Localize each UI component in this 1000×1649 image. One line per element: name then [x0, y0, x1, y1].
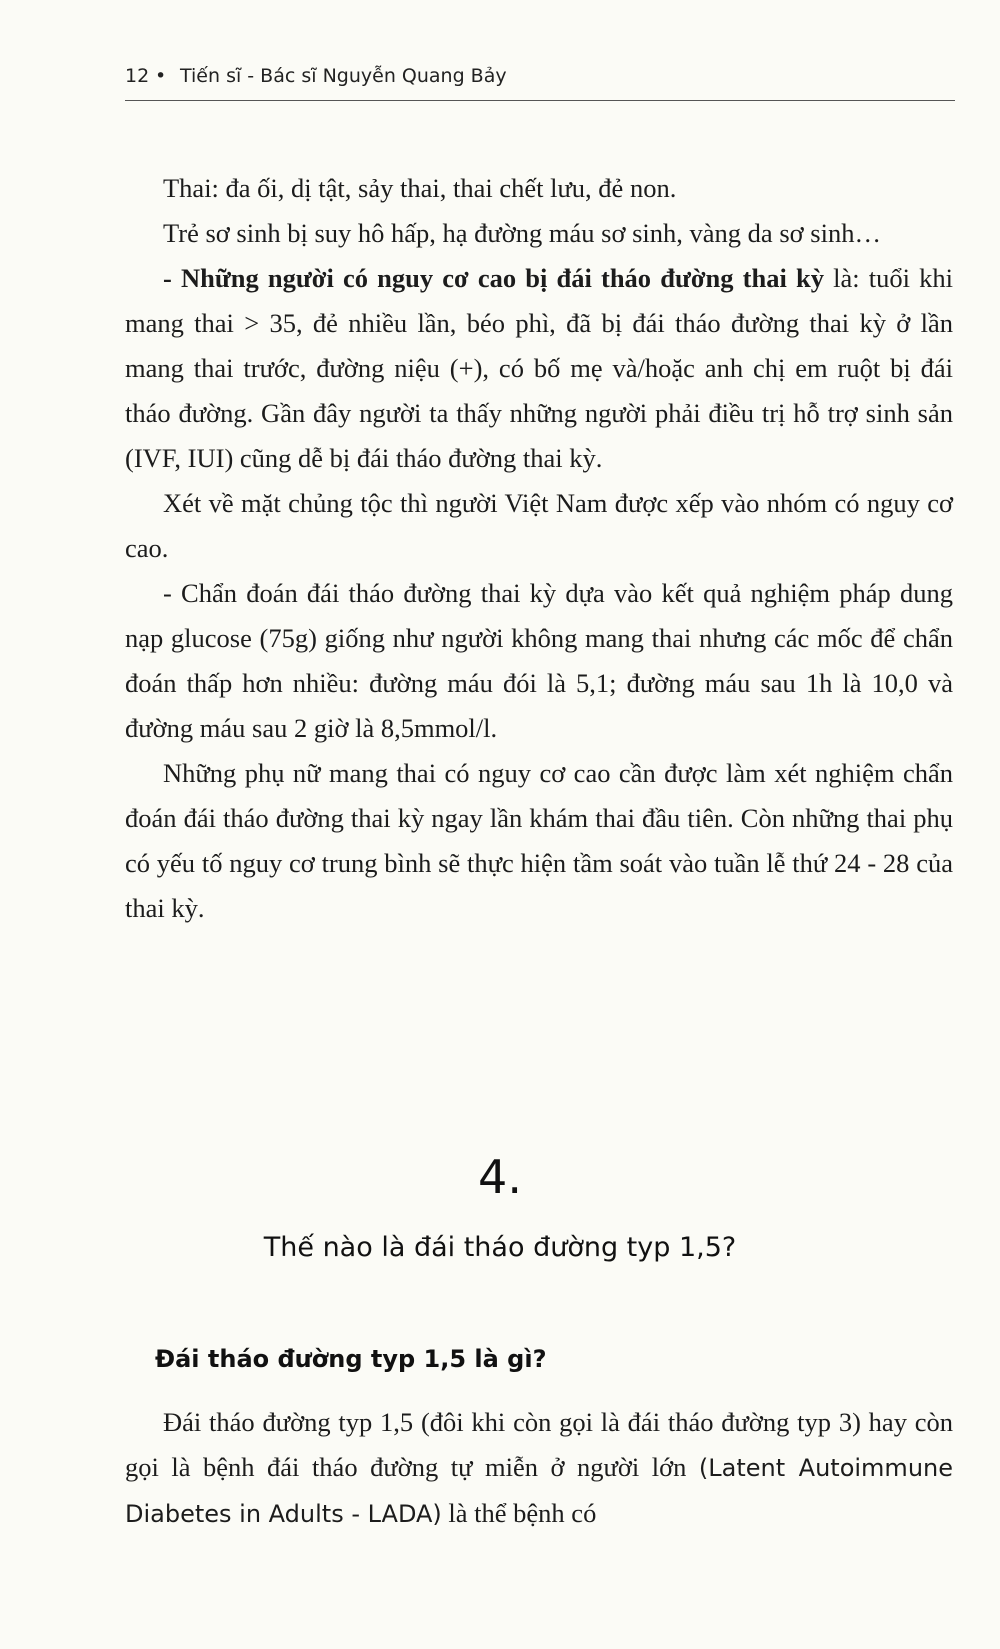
- body-text-block: [125, 166, 953, 931]
- risk-factors-lead: - Những người có nguy cơ cao bị đái tháo đường thai kỳ: [163, 263, 824, 293]
- lada-english-term: (Latent Autoimmune Diabetes in Adults - LADA): [125, 1454, 954, 1528]
- risk-factors-text: là: tuổi khi mang thai > 35, đẻ nhiều lần, béo phì, đã bị đái tháo đường thai kỳ ở lần mang thai trước, đường niệu (+), có bố mẹ và/hoặc anh chị em ruột bị đái tháo đường. Gần đây người ta thấy những người phải điều trị hỗ trợ sinh sản (IVF, IUI) cũng dễ bị đái tháo đường thai kỳ.: [125, 263, 954, 473]
- header-author: Tiến sĩ - Bác sĩ Nguyễn Quang Bảy: [180, 65, 507, 87]
- lada-text-a: Đái tháo đường typ 1,5 (đôi khi còn gọi là đái tháo đường typ 3) hay còn gọi là bệnh đái tháo đường tự miễn ở người lớn: [125, 1407, 953, 1482]
- paragraph-risk-factors: [125, 256, 953, 481]
- paragraph-lada-definition: [125, 1400, 953, 1537]
- paragraph-diagnosis: - Chẩn đoán đái tháo đường thai kỳ dựa vào kết quả nghiệm pháp dung nạp glucose (75g) giống như người không mang thai nhưng các mốc để chẩn đoán thấp hơn nhiều: đường máu đói là 5,1; đường máu sau 1h là 10,0 và đường máu sau 2 giờ là 8,5mmol/l.: [125, 578, 953, 743]
- section-title: Thế nào là đái tháo đường typ 1,5?: [263, 1232, 737, 1263]
- section-number: 4.: [478, 1150, 522, 1204]
- paragraph-fetal-complications: Thai: đa ối, dị tật, sảy thai, thai chết lưu, đẻ non.: [163, 173, 677, 203]
- paragraph-screening: Những phụ nữ mang thai có nguy cơ cao cần được làm xét nghiệm chẩn đoán đái tháo đường thai kỳ ngay lần khám thai đầu tiên. Còn những thai phụ có yếu tố nguy cơ trung bình sẽ thực hiện tầm soát vào tuần lễ thứ 24 - 28 của thai kỳ.: [125, 758, 953, 923]
- paragraph-ethnicity: Xét về mặt chủng tộc thì người Việt Nam được xếp vào nhóm có nguy cơ cao.: [125, 488, 953, 563]
- paragraph-newborn-complications: Trẻ sơ sinh bị suy hô hấp, hạ đường máu sơ sinh, vàng da sơ sinh…: [163, 218, 881, 248]
- running-header: [125, 60, 955, 101]
- page-number: 12: [125, 65, 150, 87]
- lada-text-b: là thể bệnh có: [441, 1498, 597, 1528]
- subheading: Đái tháo đường typ 1,5 là gì?: [155, 1345, 547, 1373]
- header-bullet: •: [155, 65, 167, 87]
- section-body-text: [125, 1400, 953, 1537]
